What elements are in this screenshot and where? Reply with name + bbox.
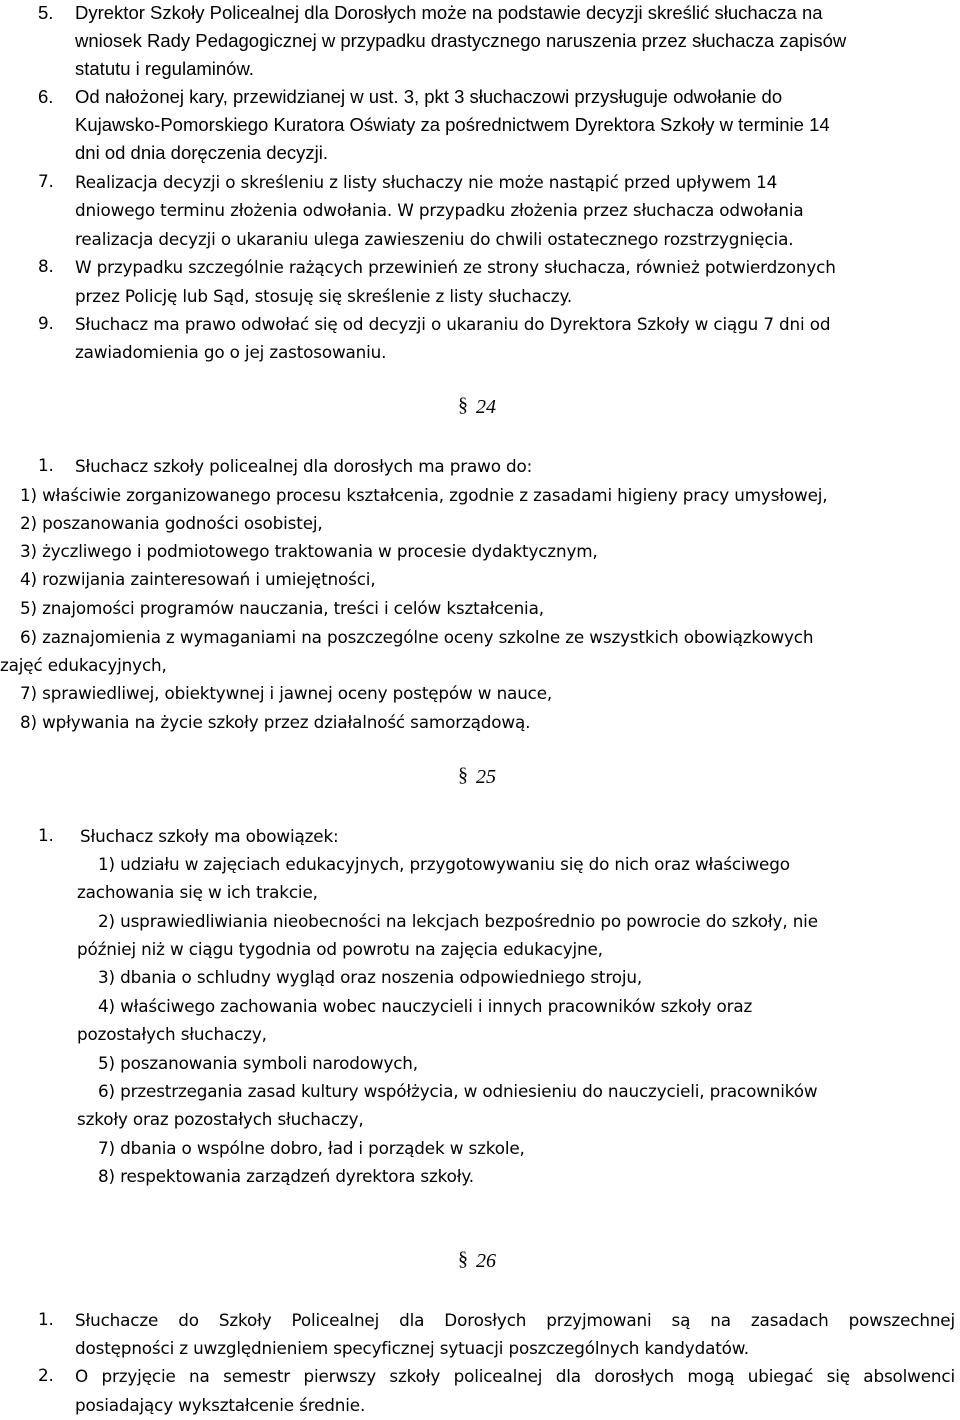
list-item: 1) udziału w zajęciach edukacyjnych, przygotowywaniu się do nich oraz właściwego: [98, 854, 790, 874]
paragraph-line: Realizacja decyzji o skreśleniu z listy słuchaczy nie może nastąpić przed upływem 14: [75, 172, 778, 192]
paragraph-line: przez Policję lub Sąd, stosuję się skreślenie z listy słuchaczy.: [75, 286, 573, 306]
item-number: 7.: [38, 171, 54, 191]
paragraph-line: Kujawsko-Pomorskiego Kuratora Oświaty za pośrednictwem Dyrektora Szkoły w terminie 14: [75, 114, 830, 135]
list-item: 8) wpływania na życie szkoły przez działalność samorządową.: [20, 712, 531, 732]
list-item: 7) dbania o wspólne dobro, ład i porządek w szkole,: [98, 1138, 525, 1158]
paragraph-line: Dyrektor Szkoły Policealnej dla Dorosłych może na podstawie decyzji skreślić słuchacza na: [75, 2, 823, 23]
paragraph-line: dostępności z uwzględnieniem specyficznej sytuacji poszczególnych kandydatów.: [75, 1338, 749, 1358]
paragraph-line: zawiadomienia go o jej zastosowaniu.: [75, 342, 387, 362]
item-number: 8.: [38, 256, 54, 276]
paragraph-number: 24: [476, 396, 496, 418]
paragraph-line: Słuchacz szkoły ma obowiązek:: [80, 826, 339, 846]
paragraph-line: O przyjęcie na semestr pierwszy szkoły policealnej dla dorosłych mogą ubiegać się absolwenci: [75, 1366, 955, 1386]
list-item-continuation: szkoły oraz pozostałych słuchaczy,: [77, 1109, 364, 1129]
list-item: 4) rozwijania zainteresowań i umiejętności,: [20, 569, 376, 589]
paragraph-heading: [458, 766, 496, 789]
list-item: 1) właściwie zorganizowanego procesu kształcenia, zgodnie z zasadami higieny pracy umysłowej,: [20, 485, 828, 505]
list-item-continuation: później niż w ciągu tygodnia od powrotu na zajęcia edukacyjne,: [77, 939, 603, 959]
list-item: 7) sprawiedliwej, obiektywnej i jawnej oceny postępów w nauce,: [20, 683, 553, 703]
paragraph-line: Słuchacz ma prawo odwołać się od decyzji o ukaraniu do Dyrektora Szkoły w ciągu 7 dni od: [75, 314, 831, 334]
list-item: 2) usprawiedliwiania nieobecności na lekcjach bezpośrednio po powrocie do szkoły, nie: [98, 911, 818, 931]
paragraph-line: realizacja decyzji o ukaraniu ulega zawieszeniu do chwili ostatecznego rozstrzygnięcia.: [75, 229, 794, 249]
paragraph-line: Od nałożonej kary, przewidzianej w ust. 3, pkt 3 słuchaczowi przysługuje odwołanie do: [75, 86, 783, 107]
item-number: 1.: [38, 1309, 54, 1329]
paragraph-line: statutu i regulaminów.: [75, 58, 254, 79]
item-number: 1.: [38, 455, 54, 475]
list-item-continuation: zajęć edukacyjnych,: [0, 655, 167, 675]
item-number: 6.: [38, 86, 54, 107]
paragraph-line: Słuchacz szkoły policealnej dla dorosłych ma prawo do:: [75, 456, 533, 476]
section-sign-icon: §: [458, 1248, 468, 1270]
list-item: 5) poszanowania symboli narodowych,: [98, 1053, 418, 1073]
list-item: 6) zaznajomienia z wymaganiami na poszczególne oceny szkolne ze wszystkich obowiązkowych: [20, 627, 814, 647]
section-sign-icon: §: [458, 764, 468, 786]
paragraph-heading: [458, 396, 496, 419]
item-number: 1.: [38, 825, 54, 845]
item-number: 5.: [38, 2, 54, 23]
paragraph-line: posiadający wykształcenie średnie.: [75, 1395, 366, 1415]
list-item: 3) życzliwego i podmiotowego traktowania w procesie dydaktycznym,: [20, 541, 598, 561]
paragraph-heading: [458, 1250, 496, 1273]
section-sign-icon: §: [458, 394, 468, 416]
item-number: 2.: [38, 1365, 54, 1385]
item-number: 9.: [38, 313, 54, 333]
list-item: 3) dbania o schludny wygląd oraz noszenia odpowiedniego stroju,: [98, 967, 643, 987]
paragraph-number: 25: [476, 766, 496, 788]
list-item-continuation: pozostałych słuchaczy,: [77, 1024, 267, 1044]
paragraph-line: W przypadku szczególnie rażących przewinień ze strony słuchacza, również potwierdzonych: [75, 257, 836, 277]
paragraph-line: dniowego terminu złożenia odwołania. W przypadku złożenia przez słuchacza odwołania: [75, 200, 804, 220]
list-item: 8) respektowania zarządzeń dyrektora szkoły.: [98, 1166, 474, 1186]
paragraph-number: 26: [476, 1250, 496, 1272]
paragraph-line: Słuchacze do Szkoły Policealnej dla Dorosłych przyjmowani są na zasadach powszechnej: [75, 1310, 955, 1330]
list-item: 6) przestrzegania zasad kultury współżycia, w odniesieniu do nauczycieli, pracowników: [98, 1081, 818, 1101]
list-item: 4) właściwego zachowania wobec nauczycieli i innych pracowników szkoły oraz: [98, 996, 753, 1016]
list-item: 2) poszanowania godności osobistej,: [20, 513, 323, 533]
paragraph-line: dni od dnia doręczenia decyzji.: [75, 142, 328, 163]
list-item-continuation: zachowania się w ich trakcie,: [77, 882, 318, 902]
list-item: 5) znajomości programów nauczania, treści i celów kształcenia,: [20, 598, 544, 618]
paragraph-line: wniosek Rady Pedagogicznej w przypadku drastycznego naruszenia przez słuchacza zapisów: [75, 30, 847, 51]
